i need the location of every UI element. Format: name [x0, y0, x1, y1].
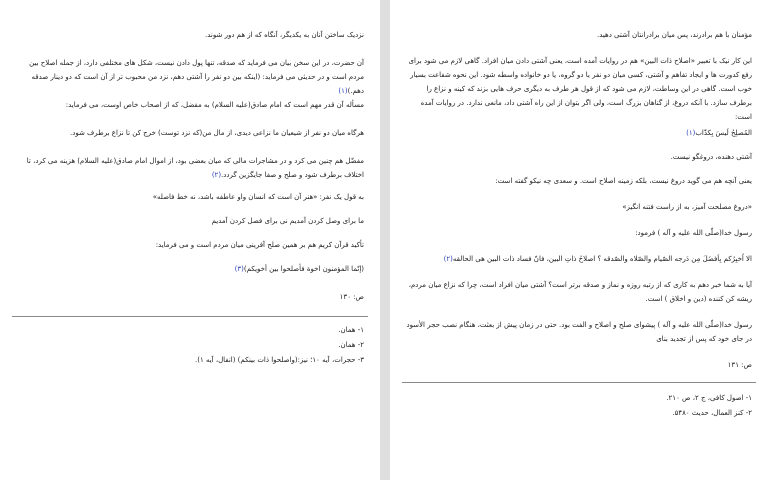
- paragraph: رسول خدا(صلّی الله علیه و آله ) فرمود:: [635, 229, 752, 237]
- footnote: ۱- همان.: [338, 326, 364, 334]
- footnote-divider: [402, 382, 756, 383]
- paragraph: آشتی دهنده، دروغگو نیست.: [670, 153, 752, 161]
- paragraph: «دروغ مصلحت آمیز، به از راست فتنه انگیز»: [622, 203, 752, 211]
- paragraph: مسأله آن قدر مهم است که امام صادق(علیه السلام) به مفضل، که از اصحاب خاص اوست، می فرماید:: [65, 101, 364, 109]
- paragraph: هرگاه میان دو نفر از شیعیان ما نزاعی دیدی، از مال من(که نزد توست) خرج کن تا نزاع برطرف شود.: [70, 129, 364, 137]
- paragraph: نزدیک ساختن آنان به یکدیگر، آنگاه که از هم دور شوند.: [205, 31, 364, 39]
- paragraph: یعنی آنچه هم می گوید دروغ نیست، بلکه زمینه اصلاح است. و سعدی چه نیکو گفته است:: [495, 177, 752, 185]
- paragraph: رسول خدا(صلّی الله علیه و آله ) پیشوای صلح و اصلاح و الفت بود. حتی در زمان پیش از بعثت، هنگام نصب حجر الأسود در جای خود که پس از تجدید بنای: [406, 321, 752, 343]
- footnote-ref-link[interactable]: (۱): [338, 87, 348, 95]
- page-number: ص: ۱۳۰: [339, 293, 364, 301]
- footnote: ۳- حجرات، آیه ۱۰؛ نیز:(واصلحوا ذات بینکم) (انفال، آیه ۱).: [194, 356, 364, 364]
- paragraph: این کار نیک با تعبیر «اصلاح ذات البین» هم در روایات آمده است، یعنی آشتی دادن میان افراد. گاهی لازم می شود برای رفع کدورت ها و ایجاد تفاهم و آشتی، کسی میان دو نفر یا دو گروه، یا دو خانواده واسطه شود. این نحوه شفاعت بسیار خوب است. گاهی در این وساطت، لازم می شود که از قول هر طرف به دیگری حرف هایی بزند که کینه و نزاع را برطرف سازد. با آنکه دروغ، از گناهان بزرگ است، ولی اگر بتوان از این راه آشتی داد، مانعی ندارد. در روایات آمده است:: [408, 57, 752, 121]
- footnote: ۲- همان.: [338, 341, 364, 349]
- paragraph: به قول یک نفر: «هنر آن است که انسان واو عاطفه باشد، نه خط فاصله»: [152, 193, 364, 201]
- paragraph: آیا به شما خبر دهم به کاری که از رتبه روزه و نماز و صدقه برتر است؟ آشتی میان افراد است، چرا که نزاع میان مردم، ریشه کن کننده (دین و اخلاق ) است.: [408, 281, 752, 303]
- footnote-ref-link[interactable]: (۲): [211, 171, 222, 179]
- quran-verse: (إنّما المؤمنون اخوة فأصلحوا بین أخویکم)(۳): [234, 265, 364, 273]
- page-number: ص: ۱۳۱: [727, 361, 752, 369]
- paragraph: مؤمنان با هم برادرند، پس میان برادرانتان آشتی دهید.: [597, 31, 752, 39]
- footnote-ref-link[interactable]: (۲): [443, 255, 453, 263]
- footnote-ref-link[interactable]: (۳): [234, 265, 244, 273]
- hadith-quote: الا اُخبِرُکم بِاَفضَلَ مِن دَرجه الصّیام والصّلاه والصّدقه ؟ اصلاحُ ذاتِ البین، فانّ فساد ذات البین هی الحالقه(۲): [443, 255, 752, 263]
- hadith-quote: المُصلِحُ لَیسَ بِکذّاب(۱): [686, 129, 752, 137]
- poem-line: ما برای وصل کردن آمدیم نی برای فصل کردن آمدیم: [211, 217, 364, 225]
- paragraph: آن حضرت، در این سخن بیان می فرماید که صدقه، تنها پول دادن نیست، شکل های مختلفی دارد، از جمله اصلاح بین مردم است و در حدیثی می فرماید: (اینکه بین دو نفر را آشتی دهم، نزد من محبوب تر از آن است که دو دینار صدقه دهم.)(۱): [29, 59, 364, 95]
- paragraph: تأکید قرآن کریم هم بر همین صلح آفرینی میان مردم است و می فرماید:: [155, 241, 364, 249]
- left-page: [0, 0, 380, 480]
- footnote: ۲- کنز العمال، حدیث ۵۴۸۰.: [672, 409, 752, 417]
- right-page: [390, 0, 768, 480]
- footnote-ref-link[interactable]: (۱): [686, 129, 696, 137]
- footnote-divider: [12, 316, 368, 317]
- footnote: ۱- اصول کافی، ج ۲، ص ۲۱۰.: [666, 394, 752, 402]
- paragraph: مفضّل هم چنین می کرد و در مشاجرات مالی که میان بعضی بود، از اموال امام صادق(علیه السلام) هزینه می کرد، تا اختلاف برطرف شود و صلح و صفا جایگزین گردد.(۲): [26, 157, 364, 179]
